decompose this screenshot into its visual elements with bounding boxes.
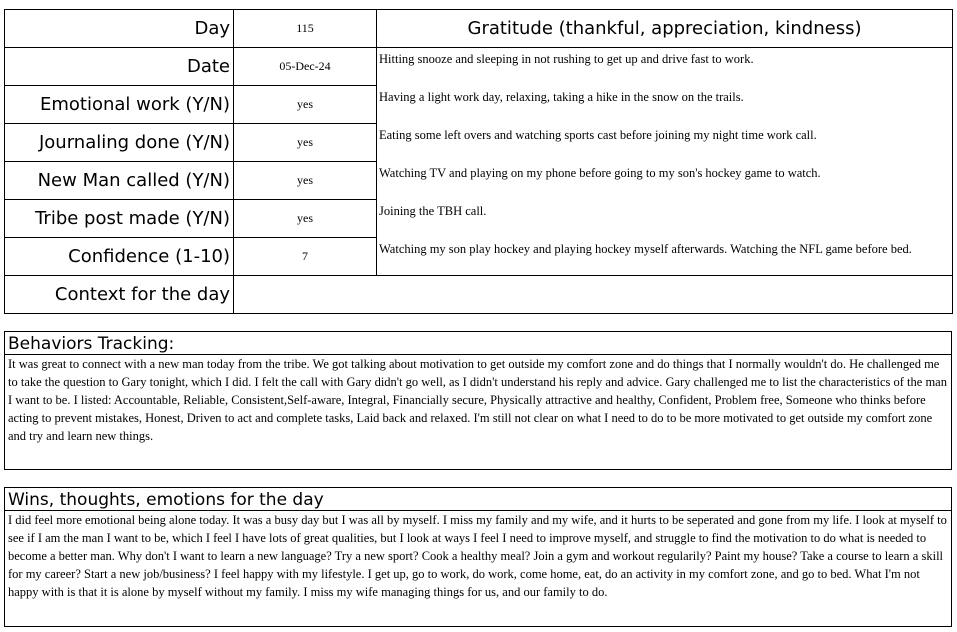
emotional-work-value[interactable]: yes [234,86,377,124]
daily-tracker-table [4,9,953,314]
gratitude-item: Eating some left overs and watching sports cast before joining my night time work call. [379,128,817,142]
behaviors-tracking-section [4,331,952,470]
journaling-value[interactable]: yes [234,124,377,162]
journaling-label: Journaling done (Y/N) [5,124,234,162]
behaviors-tracking-title: Behaviors Tracking: [8,334,175,354]
new-man-called-label: New Man called (Y/N) [5,162,234,200]
gratitude-item: Joining the TBH call. [379,204,487,218]
day-value[interactable]: 115 [234,10,377,48]
gratitude-item: Hitting snooze and sleeping in not rushing to get up and drive fast to work. [379,52,754,66]
behaviors-tracking-text[interactable]: It was great to connect with a new man today from the tribe. We got talking about motivation to get outside my comfort zone and do things that I normally wouldn't do. He challenged me to take the question to Gary tonight, which I did. I felt the call with Gary didn't go well, as I didn't understand his reply and advice. Gary challenged me to list the characteristics of the man I want to be. I listed: Accountable, Reliable, Consistent,Self-aware, Integral, Financially secure, Physically attractive and healthy, Confident, Problem free, Someone who thinks before acting to prevent mistakes, Honest, Driven to act and complete tasks, Laid back and relaxed. I'm still not clear on what I need to do to be more motivated to get outside my comfort zone and try and learn new things. [8,357,947,443]
confidence-value[interactable]: 7 [234,238,377,276]
gratitude-list[interactable] [377,48,953,276]
emotional-work-label: Emotional work (Y/N) [5,86,234,124]
wins-thoughts-text[interactable]: I did feel more emotional being alone today. It was a busy day but I was all by myself. I miss my family and my wife, and it hurts to be seperated and gone from my life. I look at myself to see if I am the man I want to be, which I feel I have lots of great qualities, but I look at ways I feel I need to improve myself, and struggle to find the motivation to do what is needed to become a better man. Why don't I want to learn a new language? Try a new sport? Cook a healthy meal? Join a gym and workout regularily? Paint my house? Take a course to learn a skill for my career? Start a new job/business? I feel happy with my lifestyle. I get up, go to work, do work, come home, eat, do an activity in my comfort zone, and go to bed. What I'm not happy with is that it is alone by myself without my family. I miss my wife managing things for us, and our family to do. [8,513,947,599]
new-man-called-value[interactable]: yes [234,162,377,200]
tribe-post-label: Tribe post made (Y/N) [5,200,234,238]
gratitude-title: Gratitude (thankful, appreciation, kindness) [377,10,953,48]
tribe-post-value[interactable]: yes [234,200,377,238]
day-label: Day [5,10,234,48]
context-label: Context for the day [5,276,234,314]
gratitude-item: Watching my son play hockey and playing hockey myself afterwards. Watching the NFL game before bed. [379,242,912,256]
gratitude-item: Watching TV and playing on my phone before going to my son's hockey game to watch. [379,166,821,180]
date-value[interactable]: 05-Dec-24 [234,48,377,86]
date-label: Date [5,48,234,86]
wins-thoughts-title: Wins, thoughts, emotions for the day [8,490,324,510]
wins-thoughts-section [4,487,952,627]
confidence-label: Confidence (1-10) [5,238,234,276]
gratitude-item: Having a light work day, relaxing, taking a hike in the snow on the trails. [379,90,744,104]
context-value[interactable] [234,276,953,314]
